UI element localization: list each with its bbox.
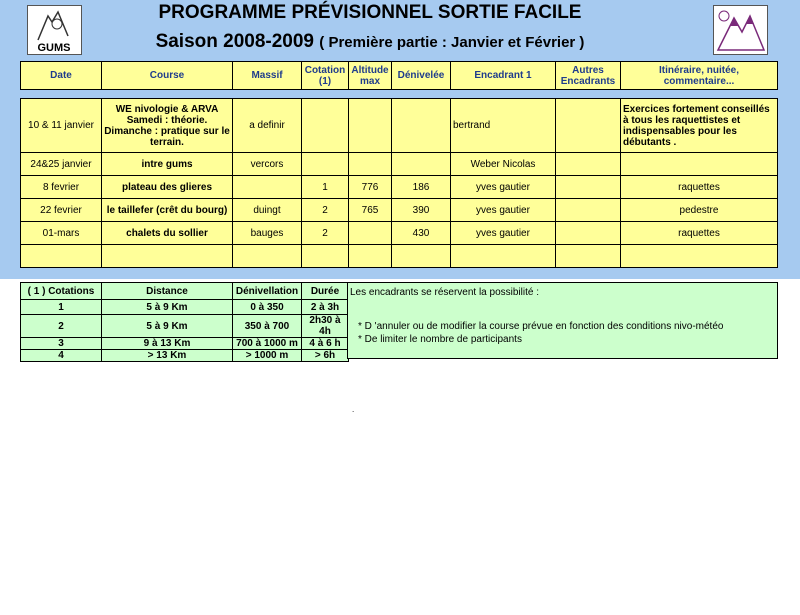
cell-cotation	[302, 99, 349, 153]
cell-massif: a definir	[233, 99, 302, 153]
season-subtitle: ( Première partie : Janvier et Février )	[319, 34, 585, 51]
cell-denivelee: 390	[392, 199, 451, 222]
cot-distance: 5 à 9 Km	[102, 300, 233, 315]
cell-commentaire: pedestre	[621, 199, 778, 222]
col-altitude: Altitude max	[349, 62, 392, 90]
cot-denivellation: 700 à 1000 m	[233, 338, 302, 350]
cell-autres	[556, 153, 621, 176]
cell-denivelee	[392, 153, 451, 176]
table-row	[21, 99, 778, 153]
cell-commentaire	[621, 153, 778, 176]
table-row	[21, 199, 778, 222]
cot-distance: > 13 Km	[102, 350, 233, 362]
cotations-table	[20, 282, 349, 362]
table-row	[21, 350, 349, 362]
cell-denivelee	[392, 99, 451, 153]
cell-encadrant: yves gautier	[451, 222, 556, 245]
cell-course: chalets du sollier	[102, 222, 233, 245]
cot-level: 1	[21, 300, 102, 315]
col-massif: Massif	[233, 62, 302, 90]
cell-altitude: 765	[349, 199, 392, 222]
col-commentaire: Itinéraire, nuitée, commentaire...	[621, 62, 778, 90]
cell-autres	[556, 199, 621, 222]
notes-item-limit: * De limiter le nombre de participants	[358, 334, 522, 345]
cot-header-denivellation: Dénivellation	[233, 283, 302, 300]
col-encadrant: Encadrant 1	[451, 62, 556, 90]
cell-cotation: 2	[302, 199, 349, 222]
outings-table	[20, 98, 778, 268]
table-row	[21, 338, 349, 350]
cell-autres	[556, 245, 621, 268]
cell-altitude	[349, 99, 392, 153]
cotations-header	[21, 283, 349, 300]
cot-level: 3	[21, 338, 102, 350]
cell-date: 8 fevrier	[21, 176, 102, 199]
cell-commentaire: raquettes	[621, 176, 778, 199]
cell-course	[102, 245, 233, 268]
page-title: PROGRAMME PRÉVISIONNEL SORTIE FACILE	[158, 2, 582, 23]
cell-altitude	[349, 245, 392, 268]
cell-massif: bauges	[233, 222, 302, 245]
cell-commentaire	[621, 245, 778, 268]
cot-duree: 2h30 à 4h	[302, 315, 349, 338]
logo-text: GUMS	[37, 42, 71, 54]
cell-course: plateau des glieres	[102, 176, 233, 199]
cell-altitude	[349, 222, 392, 245]
cell-commentaire: Exercices fortement conseillés à tous les raquettistes et indispensables pour les débutants .	[621, 99, 778, 153]
cell-date: 10 & 11 janvier	[21, 99, 102, 153]
cell-encadrant: yves gautier	[451, 176, 556, 199]
cell-encadrant: bertrand	[451, 99, 556, 153]
cell-encadrant: yves gautier	[451, 199, 556, 222]
cell-autres	[556, 99, 621, 153]
cot-distance: 9 à 13 Km	[102, 338, 233, 350]
cell-encadrant: Weber Nicolas	[451, 153, 556, 176]
cell-encadrant	[451, 245, 556, 268]
cell-massif	[233, 176, 302, 199]
cot-header-duree: Durée	[302, 283, 349, 300]
cell-denivelee: 186	[392, 176, 451, 199]
notes-item-cancel: * D 'annuler ou de modifier la course prévue en fonction des conditions nivo-météo	[358, 321, 724, 332]
cell-date: 22 fevrier	[21, 199, 102, 222]
cot-denivellation: > 1000 m	[233, 350, 302, 362]
cell-altitude	[349, 153, 392, 176]
table-row	[21, 300, 349, 315]
cot-duree: 2 à 3h	[302, 300, 349, 315]
stray-dot: .	[352, 405, 355, 414]
cot-duree: 4 à 6 h	[302, 338, 349, 350]
cell-denivelee	[392, 245, 451, 268]
cot-level: 4	[21, 350, 102, 362]
col-cotation: Cotation (1)	[302, 62, 349, 90]
cot-level: 2	[21, 315, 102, 338]
cot-header-distance: Distance	[102, 283, 233, 300]
column-headers	[20, 61, 778, 90]
cot-duree: > 6h	[302, 350, 349, 362]
cell-massif: vercors	[233, 153, 302, 176]
col-date: Date	[21, 62, 102, 90]
cell-date	[21, 245, 102, 268]
cell-course: le taillefer (crêt du bourg)	[102, 199, 233, 222]
notes-box	[347, 282, 778, 359]
cell-date: 24&25 janvier	[21, 153, 102, 176]
cell-autres	[556, 222, 621, 245]
table-row	[21, 245, 778, 268]
cot-denivellation: 0 à 350	[233, 300, 302, 315]
cell-cotation: 2	[302, 222, 349, 245]
notes-intro: Les encadrants se réservent la possibilité :	[350, 287, 539, 298]
cell-massif: duingt	[233, 199, 302, 222]
cot-denivellation: 350 à 700	[233, 315, 302, 338]
season-line	[0, 31, 740, 53]
table-row	[21, 315, 349, 338]
cell-date: 01-mars	[21, 222, 102, 245]
col-autres: Autres Encadrants	[556, 62, 621, 90]
table-row	[21, 153, 778, 176]
cell-course: intre gums	[102, 153, 233, 176]
table-row	[21, 176, 778, 199]
cell-massif	[233, 245, 302, 268]
cell-commentaire: raquettes	[621, 222, 778, 245]
cell-altitude: 776	[349, 176, 392, 199]
cell-denivelee: 430	[392, 222, 451, 245]
cell-cotation	[302, 245, 349, 268]
cot-distance: 5 à 9 Km	[102, 315, 233, 338]
cell-autres	[556, 176, 621, 199]
col-denivelee: Dénivelée	[392, 62, 451, 90]
season-title: Saison 2008-2009	[155, 31, 315, 52]
cell-cotation	[302, 153, 349, 176]
cot-header-cotation: ( 1 ) Cotations	[21, 283, 102, 300]
col-course: Course	[102, 62, 233, 90]
table-row	[21, 222, 778, 245]
cell-course: WE nivologie & ARVA Samedi : théorie. Dimanche : pratique sur le terrain.	[102, 99, 233, 153]
cell-cotation: 1	[302, 176, 349, 199]
